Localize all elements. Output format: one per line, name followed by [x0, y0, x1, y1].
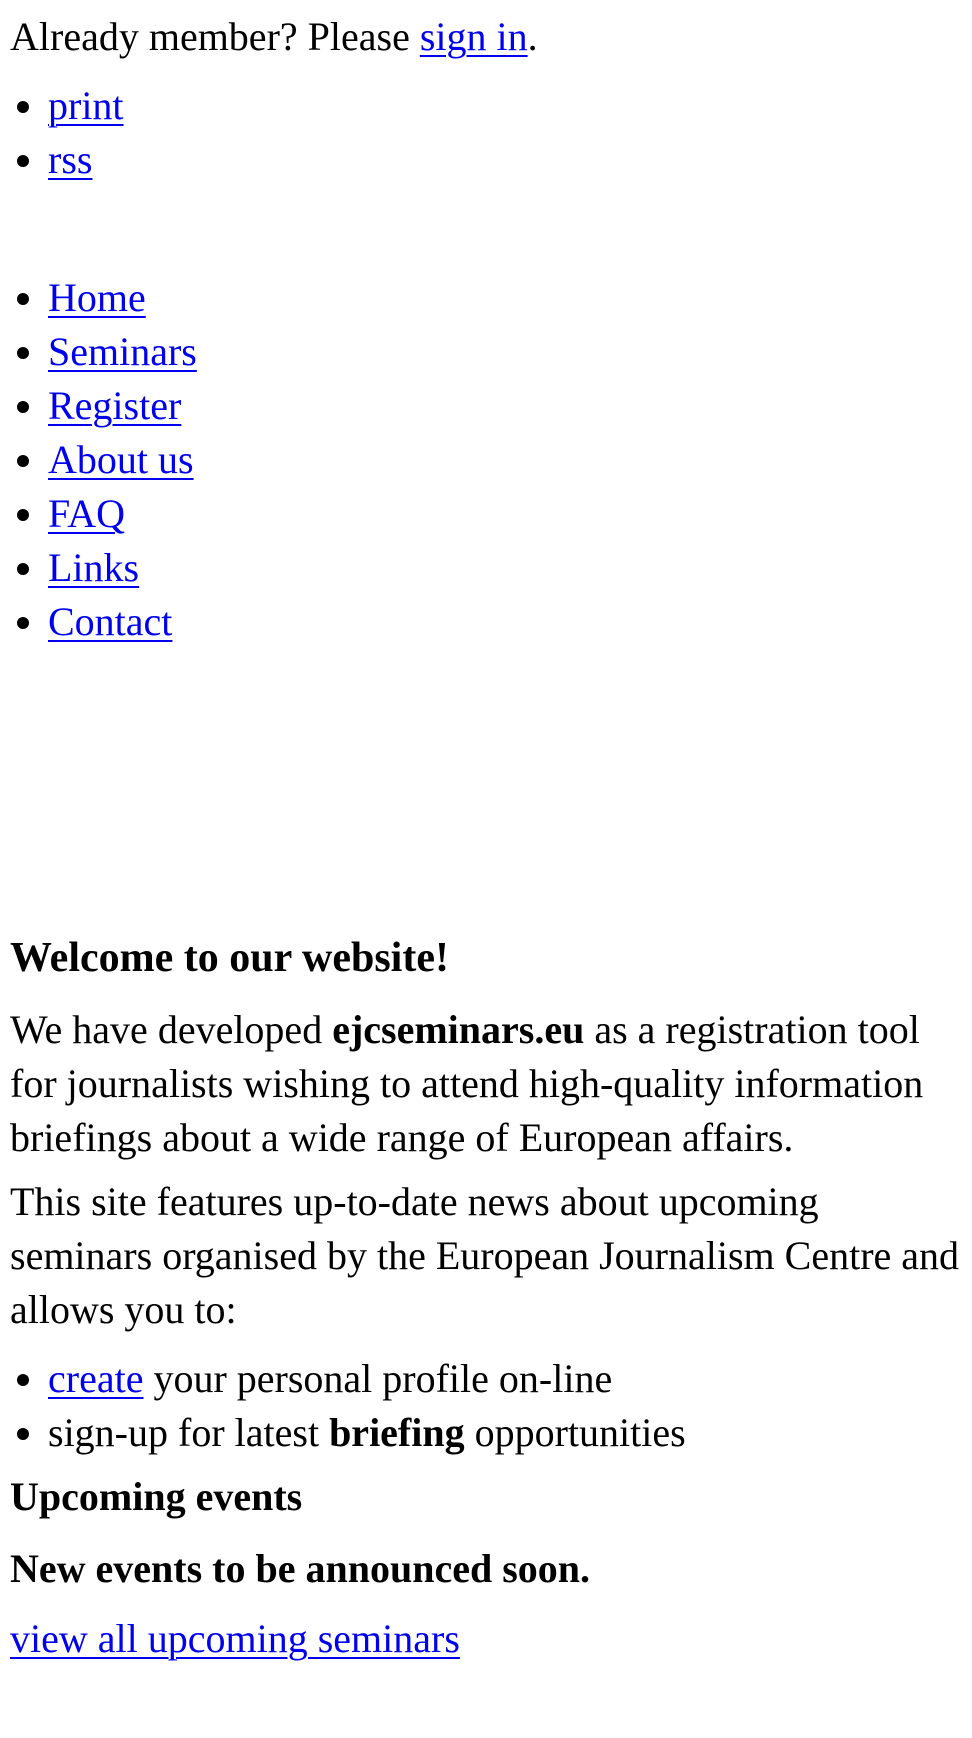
nav-item	[48, 595, 962, 649]
nav-link-faq[interactable]: FAQ	[48, 491, 126, 536]
nav-link-register[interactable]: Register	[48, 383, 182, 428]
site-name: ejcseminars.eu	[332, 1007, 585, 1052]
welcome-heading: Welcome to our website!	[10, 935, 449, 981]
nav-link-home[interactable]: Home	[48, 275, 146, 320]
nav-item	[48, 325, 962, 379]
feature-list	[10, 1352, 962, 1460]
nav-link-links[interactable]: Links	[48, 545, 140, 590]
utility-links	[10, 79, 962, 187]
upcoming-events-heading: Upcoming events	[10, 1474, 303, 1519]
nav-item	[48, 487, 962, 541]
feature-1-text: your personal profile on-line	[143, 1356, 613, 1401]
intro-text-after: as a registration tool for journalists wishing to attend high-quality information briefings about a wide range of European affairs.	[10, 1007, 924, 1160]
list-item	[48, 133, 962, 187]
signin-prompt	[10, 10, 962, 64]
page-content	[0, 10, 972, 1666]
nav-item	[48, 433, 962, 487]
intro-text-before: We have developed	[10, 1007, 333, 1052]
signin-suffix: .	[527, 14, 538, 59]
feature-2-bold: briefing	[329, 1410, 465, 1455]
list-item	[48, 1406, 962, 1460]
create-profile-link[interactable]: create	[48, 1356, 144, 1401]
nav-link-about-us[interactable]: About us	[48, 437, 194, 482]
rss-link[interactable]: rss	[48, 137, 93, 182]
nav-link-contact[interactable]: Contact	[48, 599, 173, 644]
nav-item	[48, 379, 962, 433]
feature-2-text-before: sign-up for latest	[48, 1410, 330, 1455]
nav-item	[48, 271, 962, 325]
list-item	[48, 1352, 962, 1406]
view-all-row	[10, 1612, 962, 1666]
signin-prefix: Already member? Please	[10, 14, 420, 59]
nav-item	[48, 541, 962, 595]
print-link[interactable]: print	[48, 83, 124, 128]
signin-link[interactable]: sign in	[419, 14, 528, 59]
events-announcement: New events to be announced soon.	[10, 1546, 591, 1591]
features-paragraph: This site features up-to-date news about upcoming seminars organised by the European Journalism Centre and allows you to:	[10, 1179, 960, 1332]
view-all-seminars-link[interactable]: view all upcoming seminars	[10, 1616, 460, 1661]
main-navigation	[10, 271, 962, 649]
nav-link-seminars[interactable]: Seminars	[48, 329, 197, 374]
list-item	[48, 79, 962, 133]
feature-2-text-after: opportunities	[464, 1410, 686, 1455]
intro-paragraph	[10, 1003, 962, 1165]
